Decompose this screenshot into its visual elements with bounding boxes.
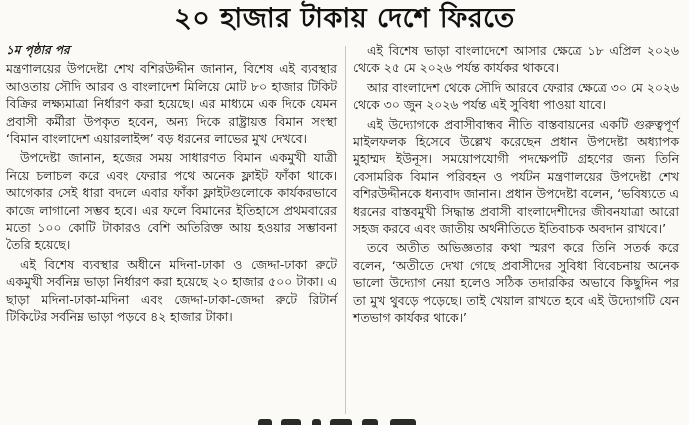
paragraph: তবে অতীত অভিজ্ঞতার কথা স্মরণ করে তিনি সতর্ক করে বলেন, ‘অতীতে দেখা গেছে প্রবাসীদের সুবিধা বিবেচনায় অনেক ভালো উদ্যোগ নেয়া হলেও সঠিক তদারকির অভাবে কিছুদিন পর তা মুখ থুবড়ে পড়েছে। তাই খেয়াল রাখতে হবে এই উদ্যোগটি যেন শতভাগ কার্যকর থাকে।’ <box>353 240 679 326</box>
paragraph: এই বিশেষ ব্যবস্থার অধীনে মদিনা-ঢাকা ও জেদ্দা-ঢাকা রুটে একমুখী সর্বনিম্ন ভাড়া নির্ধারণ করা হয়েছে ২০ হাজার ৫০০ টাকা। এ ছাড়া মদিনা-ঢাকা-মদিনা এবং জেদ্দা-ঢাকা-জেদ্দা রুটে রিটার্ন টিকিটের সর্বনিম্ন ভাড়া পড়বে ৪২ হাজার টাকা। <box>6 256 337 325</box>
paragraph: এই বিশেষ ভাড়া বাংলাদেশে আসার ক্ষেত্রে ১৮ এপ্রিল ২০২৬ থেকে ২৫ মে ২০২৬ পর্যন্ত কার্যকর থাকবে। <box>353 43 679 76</box>
paragraph: উপদেষ্টা জানান, হজের সময় সাধারণত বিমান একমুখী যাত্রী নিয়ে চলাচল করে এবং ফেরার পথে অনেক ফ্লাইট ফাঁকা থাকে। আগেকার সেই ধারা বদলে এবার ফাঁকা ফ্লাইটগুলোকে কার্যকরভাবে কাজে লাগানো সম্ভব হবে। এর ফলে বিমানের ইতিহাসে প্রথমবারের মতো ১০০ কোটি টাকারও বেশি অতিরিক্ত আয় হওয়ার সম্ভাবনা তৈরি হয়েছে। <box>6 150 337 253</box>
continuation-kicker: ১ম পৃষ্ঠার পর <box>6 43 70 57</box>
headline: ২০ হাজার টাকায় দেশে ফিরতে <box>174 3 515 34</box>
next-headline-fragment <box>0 416 689 425</box>
left-column <box>6 42 337 328</box>
paragraph: মন্ত্রণালয়ের উপদেষ্টা শেখ বশিরউদ্দীন জানান, বিশেষ এই ব্যবস্থার আওতায় সৌদি আরব ও বাংলাদেশ মিলিয়ে মোট ৮০ হাজার টিকিট বিক্রির লক্ষ্যমাত্রা নির্ধারণ করা হয়েছে। এর মাধ্যমে এক দিকে যেমন প্রবাসী কর্মীরা উপকৃত হবেন, অন্য দিকে রাষ্ট্রায়ত্ত বিমান সংস্থা ‘বিমান বাংলাদেশ এয়ারলাইন্স’ বড় ধরনের লাভের মুখ দেখবে। <box>6 61 337 147</box>
right-column <box>353 42 679 329</box>
paragraph: আর বাংলাদেশ থেকে সৌদি আরবে ফেরার ক্ষেত্রে ৩০ মে ২০২৬ থেকে ৩০ জুন ২০২৬ পর্যন্ত এই সুবিধা পাওয়া যাবে। <box>353 79 679 113</box>
column-divider <box>345 46 346 414</box>
paragraph: এই উদ্যোগকে প্রবাসীবান্ধব নীতি বাস্তবায়নের একটি গুরুত্বপূর্ণ মাইলফলক হিসেবে উল্লেখ করেছেন প্রধান উপদেষ্টা অধ্যাপক মুহাম্মদ ইউনূস। সময়োপযোগী পদক্ষেপটি গ্রহণের জন্য তিনি বেসামরিক বিমান পরিবহন ও পর্যটন মন্ত্রণালয়ের উপদেষ্টা শেখ বশিরউদ্দীনকে ধন্যবাদ জানান। প্রধান উপদেষ্টা বলেন, ‘ভবিষ্যতে এ ধরনের বাস্তবমুখী সিদ্ধান্ত প্রবাসী বাংলাদেশীদের জীবনযাত্রা আরো সহজ করবে এবং জাতীয় অর্থনীতিতে ইতিবাচক অবদান রাখবে।’ <box>353 116 679 237</box>
